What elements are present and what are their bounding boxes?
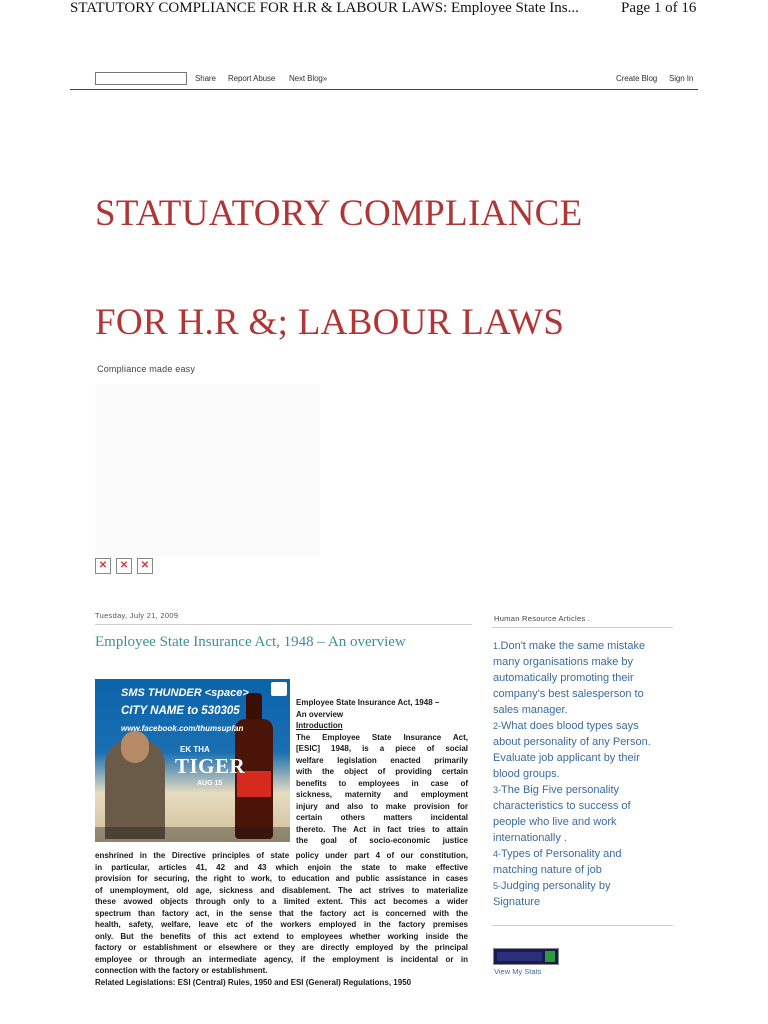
post-intro-line: Employee State Insurance Act, 1948 – bbox=[296, 698, 440, 707]
sidebar-divider bbox=[492, 627, 673, 628]
report-abuse-link[interactable]: Report Abuse bbox=[228, 74, 276, 83]
post-title-link[interactable]: Employee State Insurance Act, 1948 – An overview bbox=[95, 634, 406, 650]
view-my-stats-link[interactable]: View My Stats bbox=[494, 967, 542, 976]
broken-image-icon: ✕ bbox=[116, 558, 132, 574]
sidebar-article-list bbox=[493, 638, 673, 910]
post-intro-line: [ESIC] 1948, is a piece of social bbox=[296, 744, 468, 753]
post-intro-line: the goal of socio-economic justice bbox=[296, 836, 468, 845]
post-body-text bbox=[95, 850, 468, 988]
broken-image-icon: ✕ bbox=[95, 558, 111, 574]
article-number: 2- bbox=[493, 721, 502, 731]
post-body-line: these avowed objects through only to a limited extent. This act becomes a wider bbox=[95, 897, 468, 906]
post-intro-line: injury and also to make provision for bbox=[296, 801, 468, 811]
article-link-text[interactable]: sales manager. bbox=[493, 704, 568, 716]
article-link-text[interactable]: matching nature of job bbox=[493, 864, 602, 876]
create-blog-link[interactable]: Create Blog bbox=[616, 74, 658, 83]
post-body-line: health, safety, welfare, leave etc of the workers employed in the factory premises bbox=[95, 920, 468, 929]
article-link-text[interactable]: people who live and work bbox=[493, 816, 617, 828]
article-number: 1. bbox=[493, 641, 501, 651]
navbar-search-input[interactable] bbox=[95, 72, 187, 85]
article-link-text[interactable]: many organisations make by bbox=[493, 656, 634, 668]
blog-tagline: Compliance made easy bbox=[97, 364, 196, 374]
post-body-line: of unemployment, old age, sickness and disablement. The act strives to materialize bbox=[95, 885, 468, 895]
post-body-line: only. But the benefits of this act extend to employees whether working inside the bbox=[95, 931, 468, 941]
sign-in-link[interactable]: Sign In bbox=[669, 74, 694, 83]
sidebar-article-1[interactable] bbox=[493, 638, 673, 718]
post-intro-line: welfare legislation enacted primarily bbox=[296, 755, 468, 765]
sidebar-article-2[interactable] bbox=[493, 718, 673, 782]
sidebar-article-5[interactable] bbox=[493, 878, 673, 910]
broken-image-icon: ✕ bbox=[137, 558, 153, 574]
ad-text-url: www.facebook.com/thumsupfan bbox=[121, 724, 244, 733]
stats-badge-icon bbox=[545, 951, 555, 962]
print-page-number: Page 1 of 16 bbox=[621, 0, 697, 16]
post-intro-text bbox=[296, 697, 468, 847]
post-body-line: provision for securing, the right to work, to education and public assistance in cases bbox=[95, 874, 468, 883]
ad-person-head bbox=[121, 731, 149, 763]
print-document-title: STATUTORY COMPLIANCE FOR H.R & LABOUR LAWS: Employee State Ins... bbox=[70, 0, 579, 16]
post-body-line: in particular, articles 41, 42 and 43 which enjoin the state to make effective bbox=[95, 862, 468, 872]
post-intro-line: The Employee State Insurance Act, bbox=[296, 732, 468, 742]
sidebar-article-3[interactable] bbox=[493, 782, 673, 846]
post-body-line: factory or establishment or elsewhere or they are directly employed by the principal bbox=[95, 943, 468, 952]
article-link-text[interactable]: What does blood types says bbox=[501, 720, 639, 732]
ad-footer-strip bbox=[95, 827, 290, 842]
print-header bbox=[0, 0, 768, 22]
ad-release-date: AUG 15 bbox=[197, 780, 223, 787]
blog-title-line-2[interactable]: FOR H.R &; LABOUR LAWS bbox=[95, 302, 565, 343]
article-link-text[interactable]: characteristics to success of bbox=[493, 800, 631, 812]
post-intro-line: with the object of providing certain bbox=[296, 767, 468, 776]
next-blog-link[interactable]: Next Blog» bbox=[289, 74, 328, 83]
stats-badge-text-area bbox=[497, 952, 542, 961]
post-intro-line: benefits to employees in case of bbox=[296, 778, 468, 788]
article-number: 5- bbox=[493, 881, 502, 891]
article-link-text[interactable]: automatically promoting their bbox=[493, 672, 634, 684]
article-link-text[interactable]: The Big Five personality bbox=[501, 784, 620, 796]
navbar-divider bbox=[70, 89, 698, 90]
header-image-placeholder bbox=[95, 384, 320, 556]
sidebar-article-4[interactable] bbox=[493, 846, 673, 878]
post-intro-line: An overview bbox=[296, 709, 344, 719]
article-link-text[interactable]: Don't make the same mistake bbox=[500, 640, 646, 652]
advertisement-image[interactable] bbox=[95, 679, 290, 842]
stats-counter-badge[interactable] bbox=[493, 948, 559, 965]
article-link-text[interactable]: company's best salesperson to bbox=[493, 688, 644, 700]
article-number: 4- bbox=[493, 849, 502, 859]
article-link-text[interactable]: Evaluate job applicant by their bbox=[493, 752, 640, 764]
post-date-divider bbox=[95, 624, 472, 625]
sidebar-title: Human Resource Articles . bbox=[494, 614, 591, 623]
post-body-line: employee or through an intermediate agency, if the employment is incidental or in bbox=[95, 954, 468, 964]
article-number: 3- bbox=[493, 785, 502, 795]
blog-title-line-1[interactable]: STATUATORY COMPLIANCE bbox=[95, 193, 583, 234]
article-link-text[interactable]: Signature bbox=[493, 896, 541, 908]
post-body-line: connection with the factory or establishment. bbox=[95, 966, 268, 975]
ad-text-sms: SMS THUNDER <space> bbox=[121, 687, 249, 699]
post-date: Tuesday, July 21, 2009 bbox=[95, 611, 179, 620]
article-link-text[interactable]: blood groups. bbox=[493, 768, 560, 780]
ad-brand-logo bbox=[271, 682, 287, 696]
article-link-text[interactable]: about personality of any Person. bbox=[493, 736, 651, 748]
post-related-legislations: Related Legislations: ESI (Central) Rules, 1950 and ESI (General) Regulations, 1950 bbox=[95, 977, 412, 987]
post-body-line: spectrum than factory act, in the sense that the factory act is concerned with the bbox=[95, 908, 468, 918]
ad-movie-title: TIGER bbox=[175, 754, 246, 778]
post-body-line: enshrined in the Directive principles of state policy under part 4 of our constitution, bbox=[95, 851, 468, 860]
sidebar-bottom-divider bbox=[492, 925, 673, 926]
ad-text-city: CITY NAME to 530305 bbox=[121, 705, 240, 717]
post-intro-line: sickness, maternity and employment bbox=[296, 790, 468, 799]
share-link[interactable]: Share bbox=[195, 74, 216, 83]
post-intro-line: certain others matters incidental bbox=[296, 813, 468, 822]
article-link-text[interactable]: internationally . bbox=[493, 832, 567, 844]
post-intro-line: thereto. The Act in fact tries to attain bbox=[296, 824, 468, 834]
ad-movie-prefix: EK THA bbox=[180, 745, 210, 754]
article-link-text[interactable]: Judging personality by bbox=[501, 880, 611, 892]
post-section-heading: Introduction bbox=[296, 721, 343, 730]
article-link-text[interactable]: Types of Personality and bbox=[501, 848, 622, 860]
